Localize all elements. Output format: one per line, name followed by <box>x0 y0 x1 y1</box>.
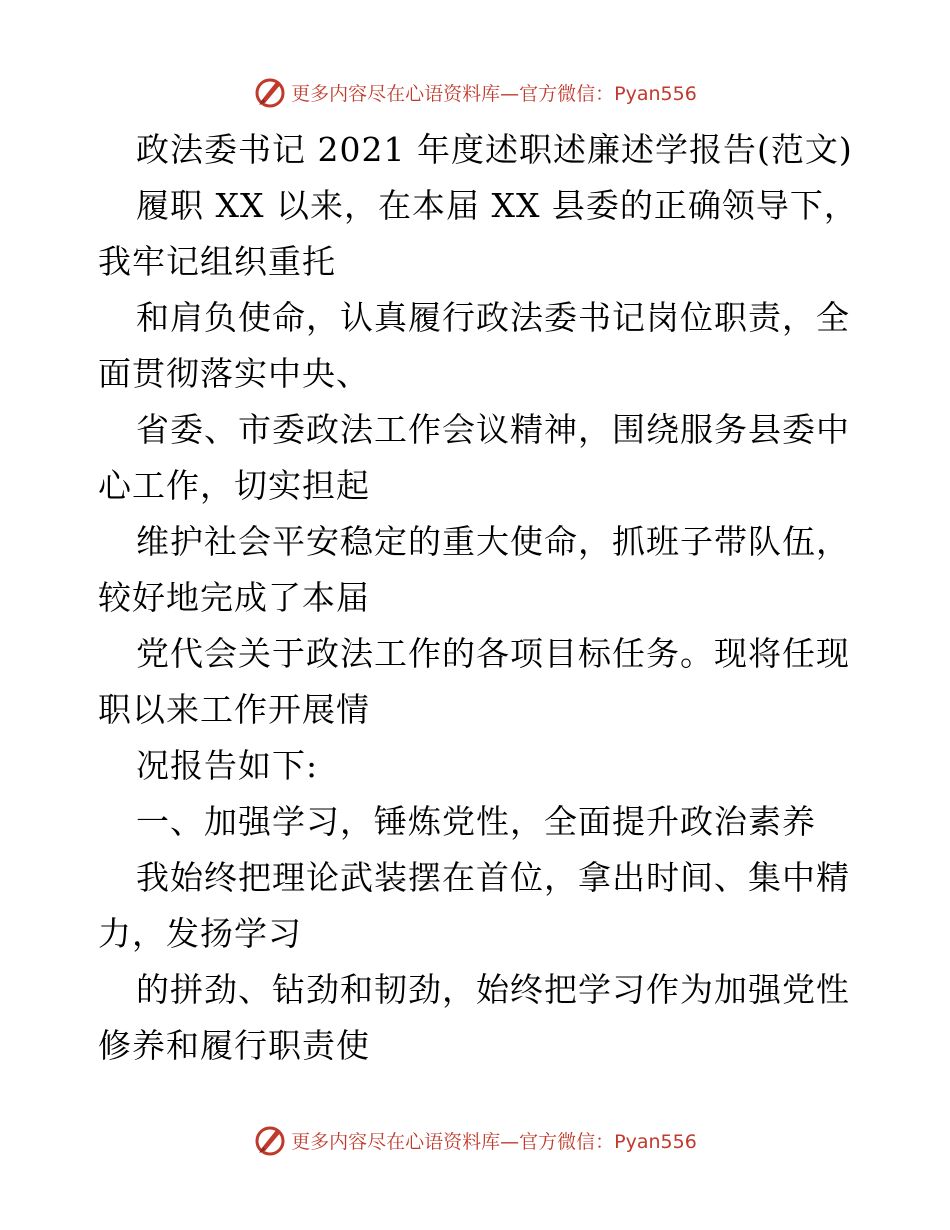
watermark-footer <box>0 1120 950 1160</box>
watermark-text: 更多内容尽在心语资料库—官方微信：Pyan556 <box>291 1130 697 1153</box>
paragraph-line: 和肩负使命，认真履行政法委书记岗位职责，全 <box>136 298 850 337</box>
quill-pen-logo-icon <box>253 1123 287 1157</box>
paragraph-line: 我牢记组织重托 <box>98 242 336 281</box>
paragraph-line: 面贯彻落实中央、 <box>98 354 370 393</box>
paragraph-line: 党代会关于政法工作的各项目标任务。现将任现 <box>136 634 850 673</box>
paragraph-line: 心工作，切实担起 <box>98 466 370 505</box>
paragraph-line: 我始终把理论武装摆在首位，拿出时间、集中精 <box>136 858 850 897</box>
watermark-header <box>0 72 950 112</box>
quill-pen-logo-icon <box>253 75 287 109</box>
section-heading: 一、加强学习，锤炼党性，全面提升政治素养 <box>136 802 816 841</box>
watermark-text: 更多内容尽在心语资料库—官方微信：Pyan556 <box>291 82 697 105</box>
paragraph-line: 省委、市委政法工作会议精神，围绕服务县委中 <box>136 410 850 449</box>
paragraph-line: 较好地完成了本届 <box>98 578 370 617</box>
paragraph-line: 力，发扬学习 <box>98 914 302 953</box>
paragraph-line: 修养和履行职责使 <box>98 1026 370 1065</box>
paragraph-line: 履职 XX 以来，在本届 XX 县委的正确领导下， <box>136 186 858 225</box>
paragraph-line: 况报告如下: <box>136 746 319 785</box>
paragraph-line: 维护社会平安稳定的重大使命，抓班子带队伍， <box>136 522 850 561</box>
paragraph-line: 的拼劲、钻劲和韧劲，始终把学习作为加强党性 <box>136 970 850 1009</box>
paragraph-line: 职以来工作开展情 <box>98 690 370 729</box>
document-title: 政法委书记 2021 年度述职述廉述学报告(范文) <box>136 130 853 169</box>
document-body <box>98 122 858 1074</box>
